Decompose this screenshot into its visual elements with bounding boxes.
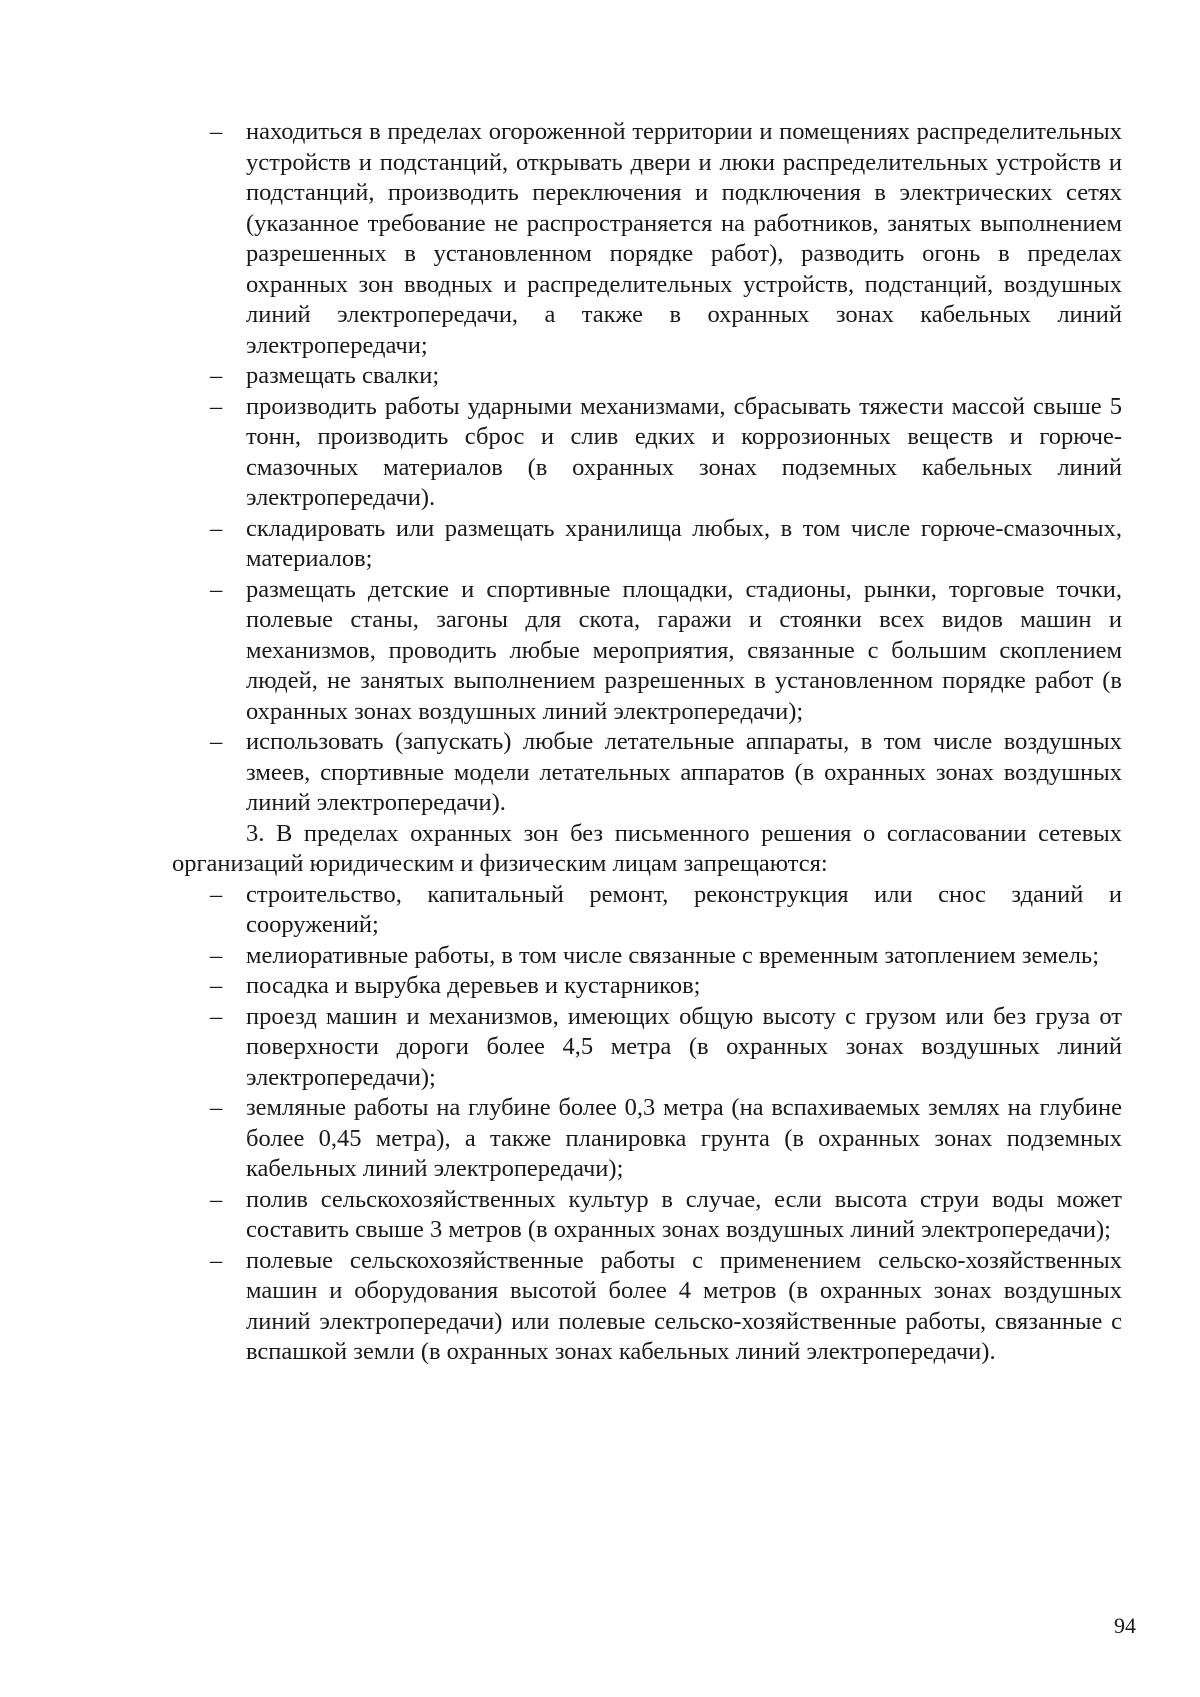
dash-bullet: – [210, 880, 223, 908]
list-item [172, 575, 1122, 728]
list-item [172, 117, 1122, 361]
list-item [172, 1185, 1122, 1246]
dash-bullet: – [210, 362, 223, 389]
list-item [172, 1002, 1122, 1094]
dash-bullet: – [210, 1246, 223, 1274]
dash-bullet: – [210, 972, 223, 999]
list-item [172, 1093, 1122, 1185]
dash-bullet: – [210, 1002, 223, 1030]
dash-bullet: – [210, 118, 223, 145]
list-item-text: полевые сельскохозяйственные работы с применением сельско-хозяйственных машин и оборудования высотой более 4 метров (в охранных зонах воздушных линий электропередачи) или полевые сельско-хозяйственные работы, связанные с вспашкой земли (в охранных зонах кабельных линий электропередачи). [246, 1246, 1122, 1365]
list-item [172, 1246, 1122, 1368]
list-item [172, 514, 1122, 575]
section-3-paragraph: 3. В пределах охранных зон без письменного решения о согласовании сетевых организаций юридическим и физическим лицам запрещаются: [172, 819, 1122, 877]
page-number: 94 [1114, 1613, 1136, 1638]
dash-bullet: – [210, 575, 223, 603]
dash-bullet: – [210, 514, 223, 542]
list-item [172, 971, 1122, 1002]
list-item [172, 880, 1122, 941]
dash-bullet: – [210, 941, 223, 969]
list-item-text: использовать (запускать) любые летательные аппараты, в том числе воздушных змеев, спортивные модели летательных аппаратов (в охранных зонах воздушных линий электропередачи). [246, 728, 1122, 816]
list-item-text: мелиоративные работы, в том числе связанные с временным затоплением земель; [246, 941, 1100, 969]
prohibitions-list-b [172, 880, 1122, 1368]
list-item [172, 392, 1122, 514]
list-item-text: строительство, капитальный ремонт, реконструкция или снос зданий и сооружений; [246, 880, 1122, 938]
dash-bullet: – [210, 1094, 223, 1121]
dash-bullet: – [210, 392, 223, 420]
dash-bullet: – [210, 1185, 223, 1213]
list-item [172, 941, 1122, 972]
page-body [172, 117, 1122, 1368]
list-item-text: складировать или размещать хранилища любых, в том числе горюче-смазочных, материалов; [246, 514, 1122, 572]
list-item-text: размещать свалки; [246, 362, 440, 389]
dash-bullet: – [210, 728, 223, 755]
list-item-text: размещать детские и спортивные площадки, стадионы, рынки, торговые точки, полевые станы, загоны для скота, гаражи и стоянки всех видов машин и механизмов, проводить любые мероприятия, связанные с большим скоплением людей, не занятых выполнением разрешенных в установленном порядке работ (в охранных зонах воздушных линий электропередачи); [246, 575, 1122, 725]
list-item [172, 361, 1122, 392]
list-item-text: находиться в пределах огороженной территории и помещениях распределительных устройств и подстанций, открывать двери и люки распределительных устройств и подстанций, производить переключения и подключения в электрических сетях (указанное требование не распространяется на работников, занятых выполнением разрешенных в установленном порядке работ), разводить огонь в пределах охранных зон вводных и распределительных устройств, подстанций, воздушных линий электропередачи, а также в охранных зонах кабельных линий электропередачи; [246, 118, 1122, 359]
list-item [172, 727, 1122, 819]
list-item-text: посадка и вырубка деревьев и кустарников; [246, 972, 701, 999]
list-item-text: проезд машин и механизмов, имеющих общую высоту с грузом или без груза от поверхности дороги более 4,5 метра (в охранных зонах воздушных линий электропередачи); [246, 1002, 1122, 1091]
prohibitions-list-a [172, 117, 1122, 819]
list-item-text: полив сельскохозяйственных культур в случае, если высота струи воды может составить свыше 3 метров (в охранных зонах воздушных линий электропередачи); [246, 1185, 1122, 1243]
list-item-text: производить работы ударными механизмами, сбрасывать тяжести массой свыше 5 тонн, производить сброс и слив едких и коррозионных веществ и горюче-смазочных материалов (в охранных зонах подземных кабельных линий электропередачи). [246, 392, 1122, 511]
list-item-text: земляные работы на глубине более 0,3 метра (на вспахиваемых землях на глубине более 0,45 метра), а также планировка грунта (в охранных зонах подземных кабельных линий электропередачи); [246, 1094, 1122, 1182]
